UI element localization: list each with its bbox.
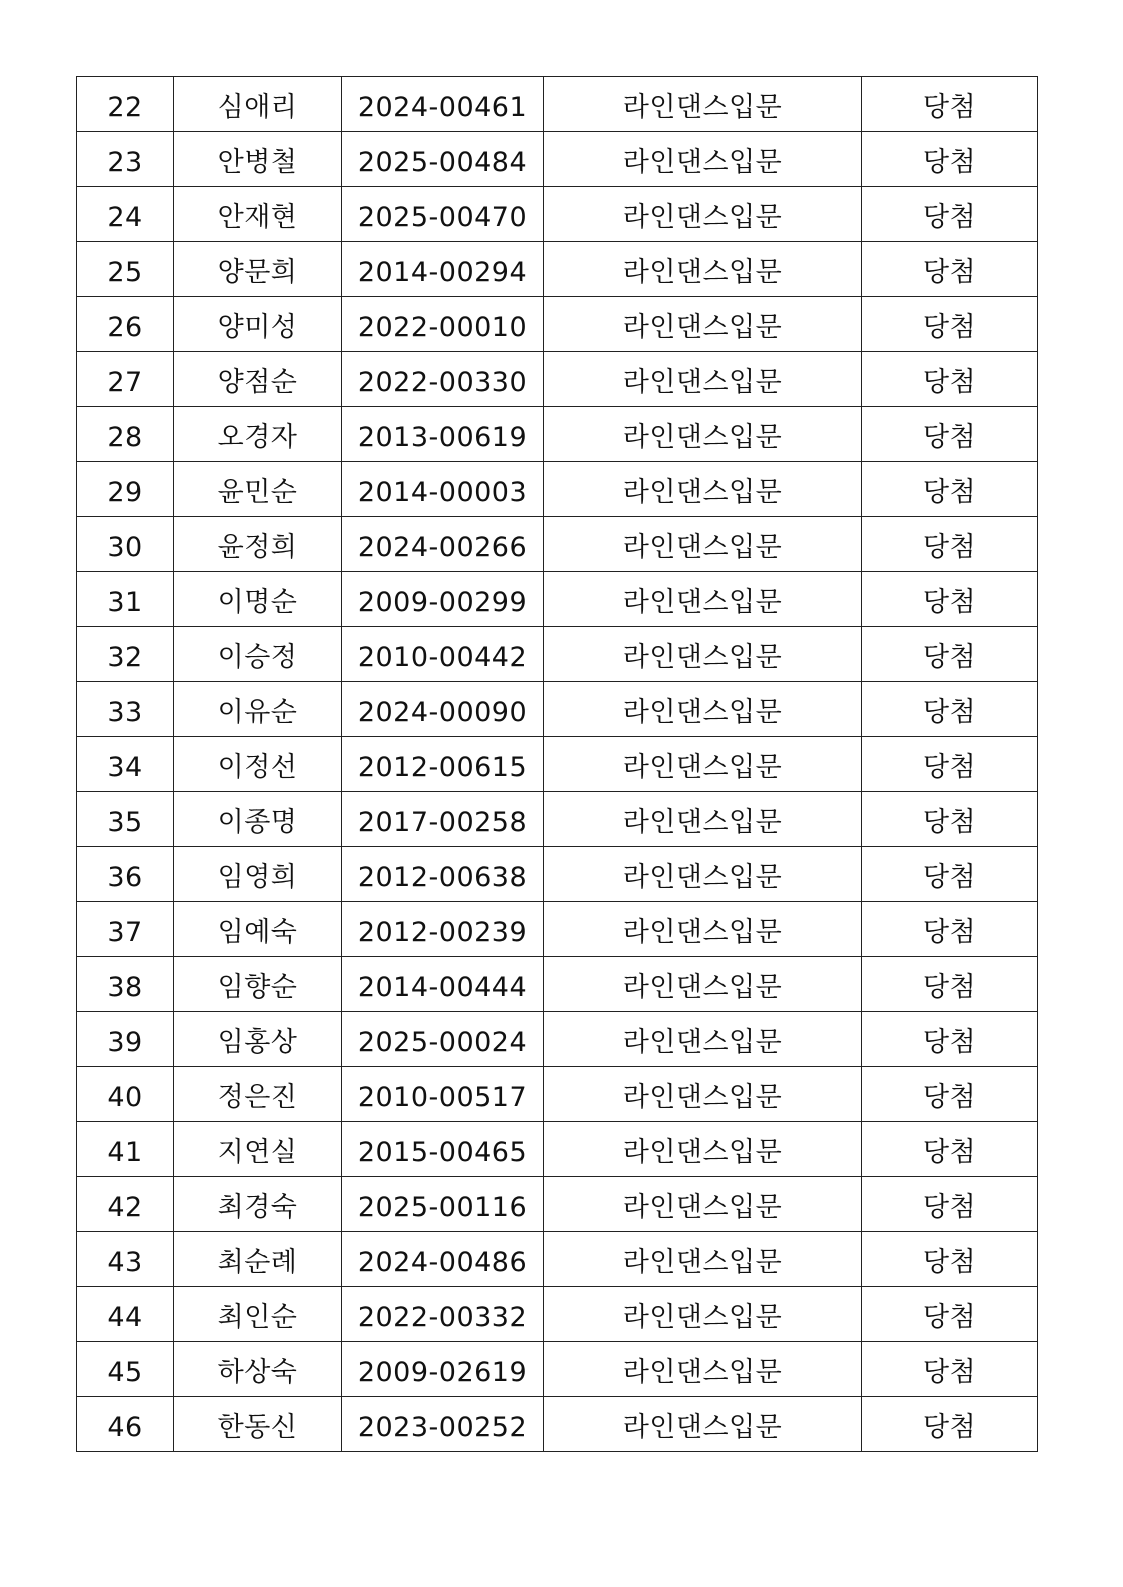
member-id: 2017-00258 xyxy=(342,792,544,847)
course-name: 라인댄스입문 xyxy=(544,627,862,682)
table-row xyxy=(77,1122,1038,1177)
applicant-name: 최인순 xyxy=(174,1287,342,1342)
applicant-name: 안병철 xyxy=(174,132,342,187)
result-status: 당첨 xyxy=(862,242,1038,297)
row-number: 36 xyxy=(77,847,174,902)
result-status: 당첨 xyxy=(862,957,1038,1012)
table-row xyxy=(77,462,1038,517)
table-row xyxy=(77,957,1038,1012)
course-name: 라인댄스입문 xyxy=(544,187,862,242)
applicant-name: 오경자 xyxy=(174,407,342,462)
member-id: 2022-00330 xyxy=(342,352,544,407)
row-number: 38 xyxy=(77,957,174,1012)
member-id: 2025-00484 xyxy=(342,132,544,187)
member-id: 2010-00442 xyxy=(342,627,544,682)
course-name: 라인댄스입문 xyxy=(544,1342,862,1397)
applicant-name: 안재현 xyxy=(174,187,342,242)
table-body xyxy=(77,77,1038,1452)
row-number: 22 xyxy=(77,77,174,132)
lottery-result-table xyxy=(76,76,1038,1452)
row-number: 25 xyxy=(77,242,174,297)
applicant-name: 이유순 xyxy=(174,682,342,737)
result-status: 당첨 xyxy=(862,1397,1038,1452)
table-row xyxy=(77,737,1038,792)
result-status: 당첨 xyxy=(862,792,1038,847)
table-row xyxy=(77,1397,1038,1452)
member-id: 2012-00239 xyxy=(342,902,544,957)
member-id: 2024-00090 xyxy=(342,682,544,737)
result-status: 당첨 xyxy=(862,352,1038,407)
member-id: 2024-00461 xyxy=(342,77,544,132)
result-status: 당첨 xyxy=(862,737,1038,792)
applicant-name: 한동신 xyxy=(174,1397,342,1452)
applicant-name: 양문희 xyxy=(174,242,342,297)
member-id: 2024-00266 xyxy=(342,517,544,572)
row-number: 29 xyxy=(77,462,174,517)
row-number: 23 xyxy=(77,132,174,187)
row-number: 42 xyxy=(77,1177,174,1232)
table-row xyxy=(77,297,1038,352)
result-status: 당첨 xyxy=(862,1287,1038,1342)
table-row xyxy=(77,77,1038,132)
member-id: 2022-00010 xyxy=(342,297,544,352)
applicant-name: 윤정희 xyxy=(174,517,342,572)
course-name: 라인댄스입문 xyxy=(544,297,862,352)
course-name: 라인댄스입문 xyxy=(544,242,862,297)
course-name: 라인댄스입문 xyxy=(544,792,862,847)
member-id: 2025-00470 xyxy=(342,187,544,242)
table-row xyxy=(77,352,1038,407)
result-status: 당첨 xyxy=(862,902,1038,957)
member-id: 2010-00517 xyxy=(342,1067,544,1122)
table-row xyxy=(77,1342,1038,1397)
applicant-name: 심애리 xyxy=(174,77,342,132)
applicant-name: 하상숙 xyxy=(174,1342,342,1397)
applicant-name: 이명순 xyxy=(174,572,342,627)
applicant-name: 이승정 xyxy=(174,627,342,682)
row-number: 24 xyxy=(77,187,174,242)
member-id: 2023-00252 xyxy=(342,1397,544,1452)
result-status: 당첨 xyxy=(862,847,1038,902)
result-status: 당첨 xyxy=(862,297,1038,352)
row-number: 31 xyxy=(77,572,174,627)
member-id: 2024-00486 xyxy=(342,1232,544,1287)
row-number: 44 xyxy=(77,1287,174,1342)
row-number: 43 xyxy=(77,1232,174,1287)
member-id: 2012-00638 xyxy=(342,847,544,902)
course-name: 라인댄스입문 xyxy=(544,1067,862,1122)
applicant-name: 임홍상 xyxy=(174,1012,342,1067)
course-name: 라인댄스입문 xyxy=(544,1122,862,1177)
applicant-name: 정은진 xyxy=(174,1067,342,1122)
result-status: 당첨 xyxy=(862,1122,1038,1177)
course-name: 라인댄스입문 xyxy=(544,572,862,627)
result-status: 당첨 xyxy=(862,1342,1038,1397)
member-id: 2012-00615 xyxy=(342,737,544,792)
result-status: 당첨 xyxy=(862,132,1038,187)
member-id: 2025-00024 xyxy=(342,1012,544,1067)
applicant-name: 이정선 xyxy=(174,737,342,792)
member-id: 2009-00299 xyxy=(342,572,544,627)
row-number: 30 xyxy=(77,517,174,572)
row-number: 45 xyxy=(77,1342,174,1397)
applicant-name: 임예숙 xyxy=(174,902,342,957)
row-number: 26 xyxy=(77,297,174,352)
course-name: 라인댄스입문 xyxy=(544,407,862,462)
table-row xyxy=(77,407,1038,462)
applicant-name: 지연실 xyxy=(174,1122,342,1177)
member-id: 2014-00444 xyxy=(342,957,544,1012)
applicant-name: 최경숙 xyxy=(174,1177,342,1232)
row-number: 35 xyxy=(77,792,174,847)
course-name: 라인댄스입문 xyxy=(544,1287,862,1342)
result-status: 당첨 xyxy=(862,1177,1038,1232)
result-status: 당첨 xyxy=(862,1232,1038,1287)
row-number: 34 xyxy=(77,737,174,792)
table-row xyxy=(77,132,1038,187)
applicant-name: 윤민순 xyxy=(174,462,342,517)
row-number: 27 xyxy=(77,352,174,407)
course-name: 라인댄스입문 xyxy=(544,1177,862,1232)
row-number: 39 xyxy=(77,1012,174,1067)
member-id: 2022-00332 xyxy=(342,1287,544,1342)
table-row xyxy=(77,627,1038,682)
applicant-name: 임향순 xyxy=(174,957,342,1012)
applicant-name: 이종명 xyxy=(174,792,342,847)
result-status: 당첨 xyxy=(862,1067,1038,1122)
applicant-name: 양미성 xyxy=(174,297,342,352)
course-name: 라인댄스입문 xyxy=(544,132,862,187)
result-status: 당첨 xyxy=(862,517,1038,572)
result-status: 당첨 xyxy=(862,407,1038,462)
row-number: 32 xyxy=(77,627,174,682)
course-name: 라인댄스입문 xyxy=(544,462,862,517)
course-name: 라인댄스입문 xyxy=(544,902,862,957)
table-row xyxy=(77,1287,1038,1342)
table-row xyxy=(77,572,1038,627)
result-status: 당첨 xyxy=(862,572,1038,627)
table-row xyxy=(77,847,1038,902)
table-row xyxy=(77,242,1038,297)
member-id: 2014-00294 xyxy=(342,242,544,297)
table-row xyxy=(77,1012,1038,1067)
table-row xyxy=(77,792,1038,847)
table-row xyxy=(77,902,1038,957)
applicant-name: 임영희 xyxy=(174,847,342,902)
table-row xyxy=(77,682,1038,737)
table-row xyxy=(77,1067,1038,1122)
member-id: 2009-02619 xyxy=(342,1342,544,1397)
row-number: 40 xyxy=(77,1067,174,1122)
row-number: 33 xyxy=(77,682,174,737)
course-name: 라인댄스입문 xyxy=(544,1012,862,1067)
course-name: 라인댄스입문 xyxy=(544,1232,862,1287)
applicant-name: 최순례 xyxy=(174,1232,342,1287)
result-status: 당첨 xyxy=(862,187,1038,242)
row-number: 46 xyxy=(77,1397,174,1452)
result-status: 당첨 xyxy=(862,77,1038,132)
row-number: 41 xyxy=(77,1122,174,1177)
member-id: 2025-00116 xyxy=(342,1177,544,1232)
result-status: 당첨 xyxy=(862,682,1038,737)
result-status: 당첨 xyxy=(862,462,1038,517)
course-name: 라인댄스입문 xyxy=(544,1397,862,1452)
table-row xyxy=(77,1177,1038,1232)
result-status: 당첨 xyxy=(862,1012,1038,1067)
table-row xyxy=(77,517,1038,572)
applicant-name: 양점순 xyxy=(174,352,342,407)
course-name: 라인댄스입문 xyxy=(544,352,862,407)
result-status: 당첨 xyxy=(862,627,1038,682)
member-id: 2013-00619 xyxy=(342,407,544,462)
course-name: 라인댄스입문 xyxy=(544,847,862,902)
row-number: 28 xyxy=(77,407,174,462)
member-id: 2015-00465 xyxy=(342,1122,544,1177)
course-name: 라인댄스입문 xyxy=(544,682,862,737)
member-id: 2014-00003 xyxy=(342,462,544,517)
course-name: 라인댄스입문 xyxy=(544,77,862,132)
row-number: 37 xyxy=(77,902,174,957)
table-row xyxy=(77,187,1038,242)
course-name: 라인댄스입문 xyxy=(544,957,862,1012)
table-row xyxy=(77,1232,1038,1287)
course-name: 라인댄스입문 xyxy=(544,737,862,792)
course-name: 라인댄스입문 xyxy=(544,517,862,572)
